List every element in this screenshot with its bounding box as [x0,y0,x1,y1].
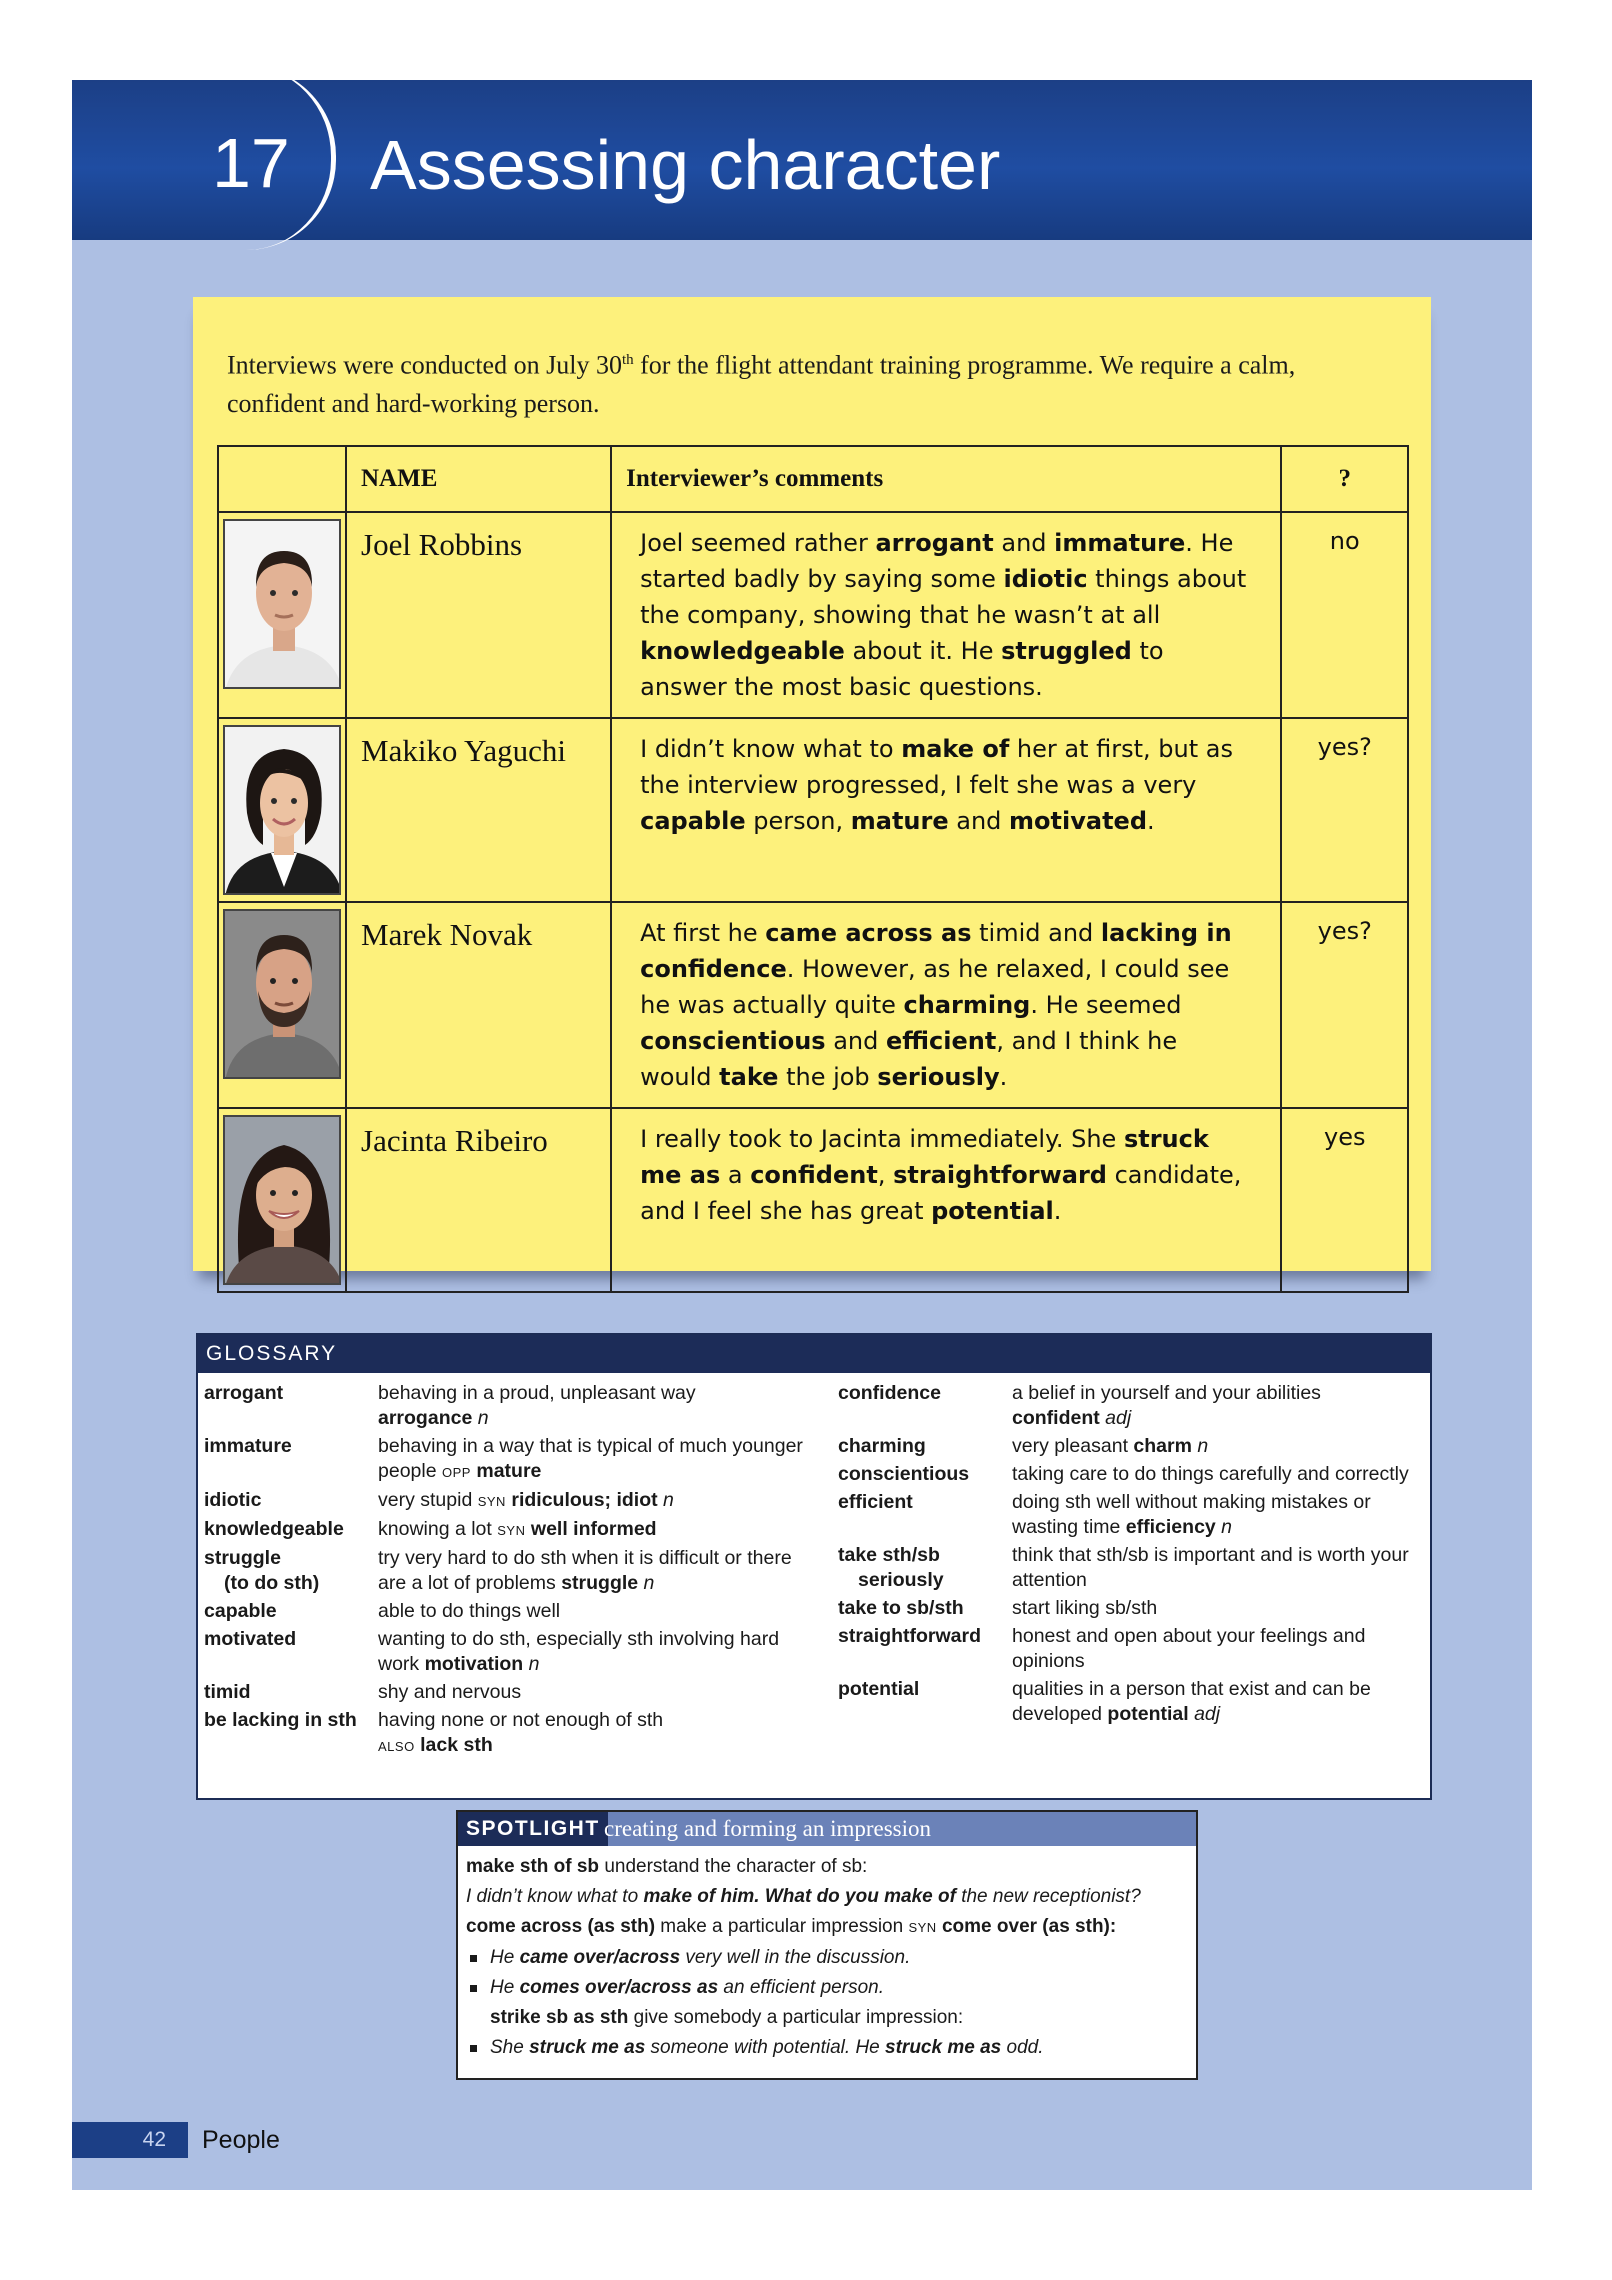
glossary-term: arrogant [204,1382,284,1404]
glossary-entry [204,1627,824,1677]
glossary-entry [838,1462,1428,1487]
candidate-name: Marek Novak [346,902,611,1108]
glossary-term: idiotic [204,1489,262,1511]
glossary-term: straightforward [838,1625,982,1647]
unit-title: Assessing character [370,126,1001,204]
glossary-box [196,1333,1432,1800]
interviewer-comment: Joel seemed rather arrogant and immature. He started badly by saying some idiotic things about the company, showing that he wasn’t at all knowledgeable about it. He struggled to answer the most basic questions. [611,512,1281,718]
glossary-term: knowledgeable [204,1518,344,1540]
glossary-definition: start liking sb/sth [1012,1597,1158,1619]
glossary-entry [204,1517,824,1543]
glossary-entry [204,1680,824,1705]
candidate-photo-jacinta [223,1115,341,1285]
glossary-term: confidence [838,1382,941,1404]
glossary-term: potential [838,1678,920,1700]
glossary-term: charming [838,1435,926,1457]
glossary-definition: qualities in a person that exist and can be developed potential adj [1012,1678,1371,1725]
interviewer-comment: At first he came across as timid and lacking in confidence. However, as he relaxed, I could see he was actually quite charming. He seemed conscientious and efficient, and I think he would take the job seriously. [611,902,1281,1108]
glossary-definition: very pleasant charm n [1012,1435,1209,1457]
glossary-term: immature [204,1435,292,1457]
glossary-entry [838,1677,1428,1727]
glossary-definition: behaving in a way that is typical of much younger people OPP mature [378,1435,803,1482]
candidates-table [217,445,1409,1293]
spotlight-line: make sth of sb understand the character of sb: [466,1856,868,1877]
spotlight-header [458,1812,1196,1846]
glossary-definition: a belief in yourself and your abilities confident adj [1012,1382,1321,1429]
header-name: NAME [346,446,611,512]
interview-notes-card [193,297,1431,1271]
glossary-entry [838,1624,1428,1674]
glossary-definition: try very hard to do sth when it is difficult or there are a lot of problems struggle n [378,1547,792,1594]
hire-verdict: yes [1281,1108,1408,1292]
glossary-term: take to sb/sth [838,1597,964,1619]
spotlight-box [456,1810,1198,2080]
glossary-definition: taking care to do things carefully and correctly [1012,1463,1409,1485]
glossary-entry [838,1381,1428,1431]
glossary-right-column [838,1381,1428,1730]
intro-text: Interviews were conducted on July 30th for the flight attendant training programme. We require a calm, confident and hard-working person. [227,350,1296,418]
glossary-definition: honest and open about your feelings and opinions [1012,1625,1366,1672]
section-label: People [202,2126,280,2154]
table-row [218,718,1408,902]
glossary-entry [204,1599,824,1624]
spotlight-example: He came over/across very well in the discussion. [466,1943,1188,1973]
header-verdict: ? [1281,446,1408,512]
glossary-entry [204,1381,824,1431]
glossary-term: be lacking in sth [204,1709,357,1731]
hire-verdict: yes? [1281,902,1408,1108]
spotlight-line: I didn’t know what to make of him. What do you make of the new receptionist? [466,1886,1141,1907]
hire-verdict: no [1281,512,1408,718]
glossary-entry [204,1708,824,1759]
spotlight-example: She struck me as someone with potential. He struck me as odd. [466,2033,1188,2063]
hire-verdict: yes? [1281,718,1408,902]
candidate-name: Joel Robbins [346,512,611,718]
table-header-row [218,446,1408,512]
candidate-name: Makiko Yaguchi [346,718,611,902]
candidate-name: Jacinta Ribeiro [346,1108,611,1292]
glossary-definition: very stupid SYN ridiculous; idiot n [378,1489,674,1511]
glossary-term: capable [204,1600,277,1622]
spotlight-example: He comes over/across as an efficient person. [466,1973,1188,2003]
header-comments: Interviewer’s comments [611,446,1281,512]
glossary-entry [838,1490,1428,1540]
glossary-left-column [204,1381,824,1762]
glossary-definition: doing sth well without making mistakes or wasting time efficiency n [1012,1491,1371,1538]
candidate-photo-makiko [223,725,341,895]
glossary-term: conscientious [838,1463,970,1485]
spotlight-line: come across (as sth) make a particular impression SYN come over (as sth): [466,1916,1117,1937]
candidate-photo-joel [223,519,341,689]
glossary-definition: wanting to do sth, especially sth involving hard work motivation n [378,1628,780,1675]
spotlight-line: strike sb as sth give somebody a particular impression: [490,2007,964,2028]
unit-number: 17 [212,124,290,202]
glossary-entry [838,1596,1428,1621]
glossary-definition: shy and nervous [378,1681,522,1703]
glossary-term: motivated [204,1628,297,1650]
glossary-definition: able to do things well [378,1600,561,1622]
glossary-entry [204,1546,824,1596]
glossary-entry [204,1488,824,1514]
glossary-definition: think that sth/sb is important and is worth your attention [1012,1544,1409,1591]
spotlight-tag: SPOTLIGHT [458,1812,608,1846]
glossary-entry [204,1434,824,1485]
table-row [218,1108,1408,1292]
glossary-term: timid [204,1681,251,1703]
glossary-term: efficient [838,1491,913,1513]
spotlight-body [458,1846,1196,2069]
glossary-definition: having none or not enough of sth ALSO lack sth [378,1709,664,1756]
glossary-definition: knowing a lot SYN well informed [378,1518,657,1540]
glossary-term: take sth/sb seriously [838,1544,944,1591]
table-row [218,902,1408,1108]
interviewer-comment: I really took to Jacinta immediately. She struck me as a confident, straightforward candidate, and I feel she has great potential. [611,1108,1281,1292]
spotlight-topic: creating and forming an impression [604,1816,932,1841]
glossary-entry [838,1434,1428,1459]
candidate-photo-marek [223,909,341,1079]
glossary-heading: GLOSSARY [198,1335,1430,1373]
header-photo-cell [218,446,346,512]
glossary-definition: behaving in a proud, unpleasant way arrogance n [378,1382,696,1429]
interviewer-comment: I didn’t know what to make of her at first, but as the interview progressed, I felt she was a very capable person, mature and motivated. [611,718,1281,902]
glossary-term: struggle (to do sth) [204,1547,320,1594]
glossary-entry [838,1543,1428,1593]
page-number: 42 [72,2122,188,2158]
table-row [218,512,1408,718]
